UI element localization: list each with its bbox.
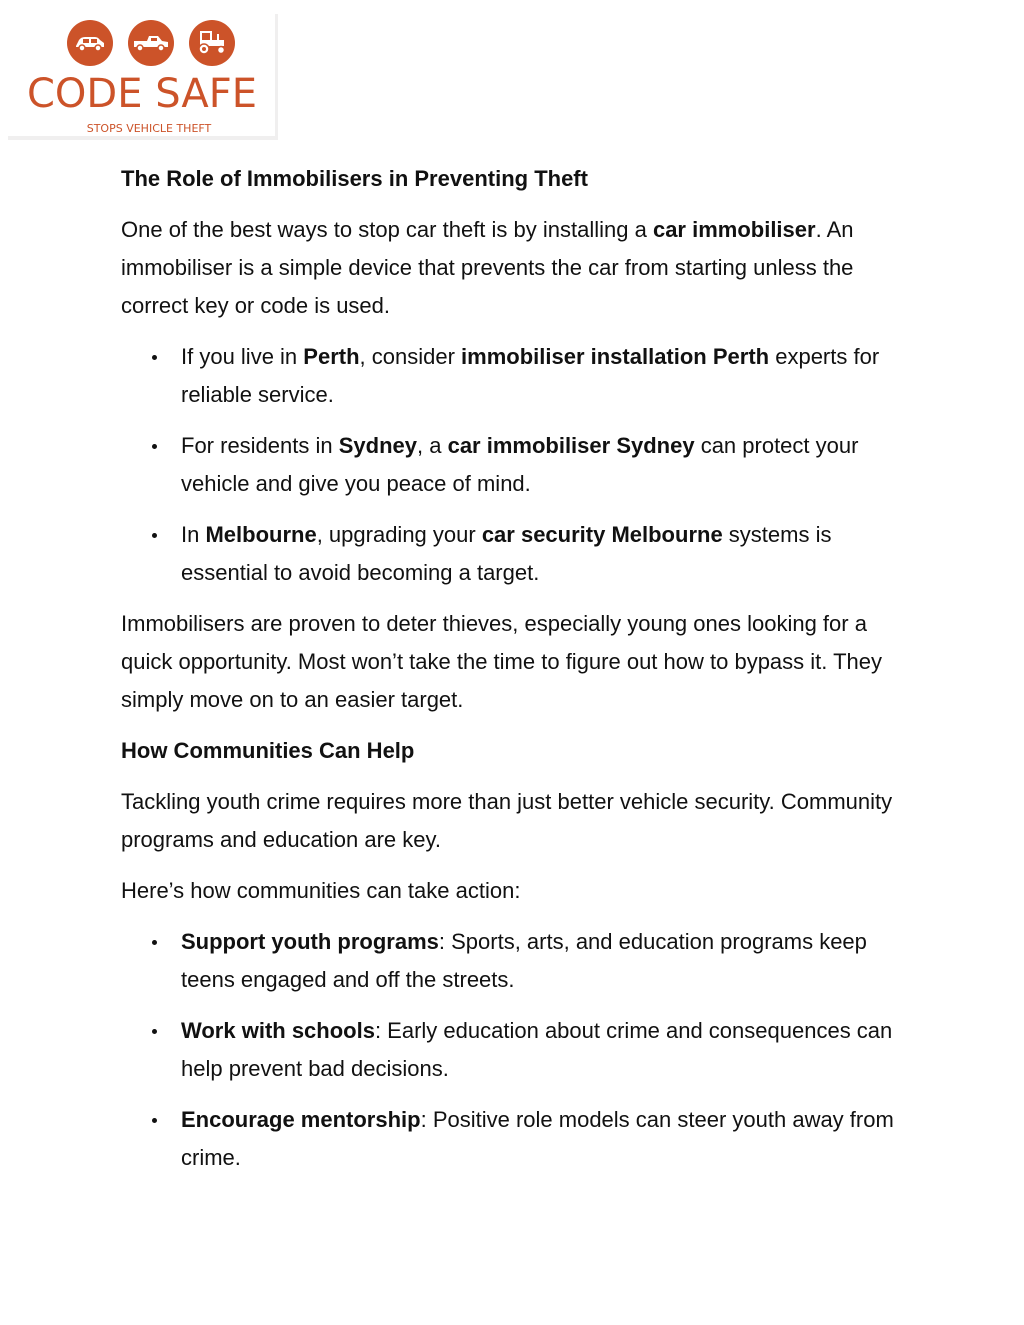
section-heading-communities: How Communities Can Help (121, 738, 415, 763)
car-icon (67, 20, 113, 66)
tractor-icon (189, 20, 235, 66)
community-intro-paragraph: Tackling youth crime requires more than just better vehicle security. Community programs and education are key. (121, 789, 893, 852)
ute-icon (128, 20, 174, 66)
list-item-youth-programs: Support youth programs: Sports, arts, and education programs keep teens engaged and off the streets. (181, 923, 911, 999)
list-item-perth: If you live in Perth, consider immobiliser installation Perth experts for reliable service. (181, 338, 911, 414)
logo-tagline: STOPS VEHICLE THEFT (86, 122, 212, 135)
logo-vehicle-icons (66, 19, 236, 67)
logo-wordmark: CODE SAFE (27, 71, 257, 117)
community-lead-paragraph: Here’s how communities can take action: (121, 878, 521, 903)
section-heading-immobilisers: The Role of Immobilisers in Preventing Theft (121, 166, 588, 191)
code-safe-logo (8, 14, 278, 140)
list-item-schools: Work with schools: Early education about crime and consequences can help prevent bad decisions. (181, 1012, 911, 1088)
intro-paragraph: One of the best ways to stop car theft is by installing a car immobiliser. An immobiliser is a simple device that prevents the car from starting unless the correct key or code is used. (121, 217, 854, 318)
list-item-sydney: For residents in Sydney, a car immobiliser Sydney can protect your vehicle and give you peace of mind. (181, 427, 911, 503)
city-list (121, 338, 911, 592)
list-item-melbourne: In Melbourne, upgrading your car security Melbourne systems is essential to avoid becoming a target. (181, 516, 911, 592)
article-body (121, 160, 911, 1190)
list-item-mentorship: Encourage mentorship: Positive role models can steer youth away from crime. (181, 1101, 911, 1177)
community-action-list (121, 923, 911, 1177)
closing-paragraph: Immobilisers are proven to deter thieves, especially young ones looking for a quick opportunity. Most won’t take the time to figure out how to bypass it. They simply move on to an easier target. (121, 611, 883, 712)
